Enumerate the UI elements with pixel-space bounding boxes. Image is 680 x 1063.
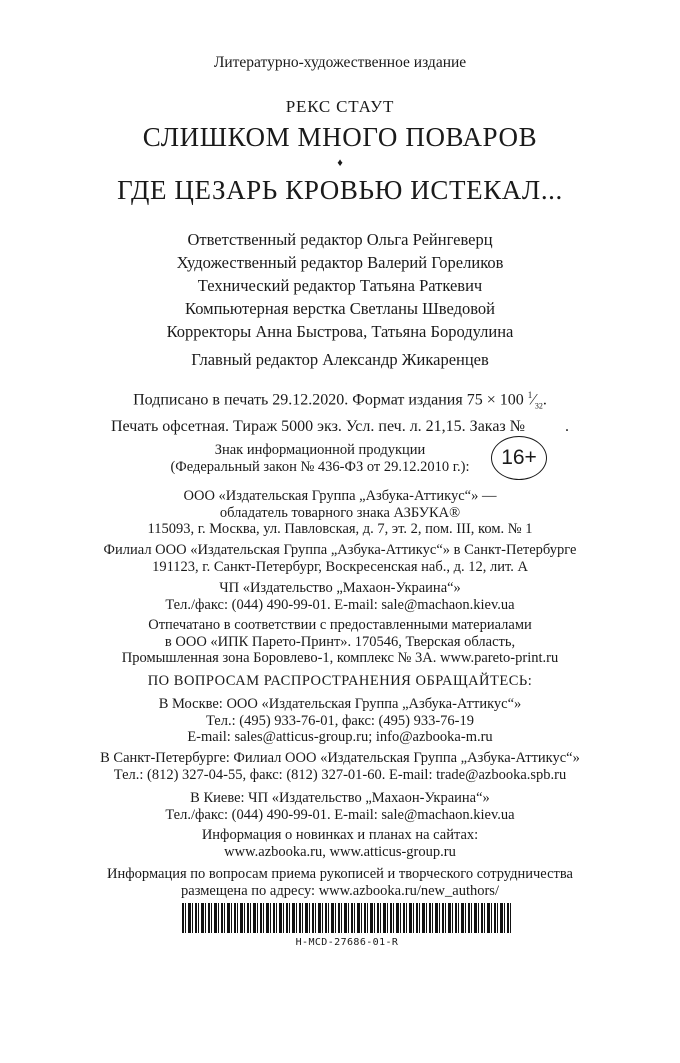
credit-line: Корректоры Анна Быстрова, Татьяна Бородулина: [166, 322, 514, 341]
credit-line: Технический редактор Татьяна Раткевич: [197, 276, 483, 295]
publisher-spb-branch: Филиал ООО «Издательская Группа „Азбука-Аттикус“» в Санкт-Петербурге 191123, г. Санкт-Петербург, Воскресенская наб., д. 12, лит. А: [103, 542, 577, 575]
publisher-ukraine: ЧП «Издательство „Махаон-Украина“» Тел./факс: (044) 490-99-01. E-mail: sale@machaon.kiev.ua: [165, 580, 515, 613]
distribution-spb: В Санкт-Петербурге: Филиал ООО «Издательская Группа „Азбука-Аттикус“» Тел.: (812) 327-04-55, факс: (812) 327-01-60. E-mail: trade@azbooka.spb.ru: [100, 750, 580, 783]
distribution-kiev: В Киеве: ЧП «Издательство „Махаон-Украина“» Тел./факс: (044) 490-99-01. E-mail: sale@machaon.kiev.ua: [165, 790, 515, 823]
credits-block: [0, 228, 680, 343]
diamond-separator-icon: ♦: [337, 157, 343, 169]
age-rating-badge: 16+: [491, 436, 547, 480]
distribution-heading: ПО ВОПРОСАМ РАСПРОСТРАНЕНИЯ ОБРАЩАЙТЕСЬ:: [147, 673, 533, 689]
book-title-2: ГДЕ ЦЕЗАРЬ КРОВЬЮ ИСТЕКАЛ...: [117, 175, 563, 205]
barcode-number: H-MCD-27686-01-R: [295, 937, 399, 948]
publisher-main: ООО «Издательская Группа „Азбука-Аттикус“» — обладатель товарного знака АЗБУКА® 115093, г. Москва, ул. Павловская, д. 7, эт. 2, пом. III, ком. № 1: [147, 488, 533, 537]
websites-info: Информация о новинках и планах на сайтах: www.azbooka.ru, www.atticus-group.ru: [201, 827, 479, 860]
chief-editor: Главный редактор Александр Жикаренцев: [191, 350, 489, 369]
book-title-1: СЛИШКОМ МНОГО ПОВАРОВ: [142, 122, 538, 152]
print-line-2: Печать офсетная. Тираж 5000 экз. Усл. печ. л. 21,15. Заказ № .: [110, 417, 570, 435]
credit-line: Художественный редактор Валерий Гореликов: [176, 253, 504, 272]
print-info: [0, 385, 680, 437]
printing-house: Отпечатано в соответствии с предоставленными материалами в ООО «ИПК Парето-Принт». 170546, Тверская область, Промышленная зона Боровлево-1, комплекс № 3А. www.pareto-print.ru: [121, 617, 559, 666]
barcode: [182, 903, 512, 933]
edition-type: Литературно-художественное издание: [213, 54, 467, 71]
format-numerator: 1: [527, 390, 533, 400]
print-line-1: Подписано в печать 29.12.2020. Формат издания 75 × 100 $^1⁄_{32}$.: [133, 390, 547, 411]
credit-line: Ответственный редактор Ольга Рейнгеверц: [187, 230, 493, 249]
format-denominator: 32: [534, 401, 543, 411]
credit-line: Компьютерная верстка Светланы Шведовой: [185, 299, 495, 318]
author-name: РЕКС СТАУТ: [285, 97, 395, 116]
distribution-moscow: В Москве: ООО «Издательская Группа „Азбука-Аттикус“» Тел.: (495) 933-76-01, факс: (495) 933-76-19 E-mail: sales@atticus-group.ru; info@azbooka-m.ru: [158, 696, 522, 745]
info-product-label: Знак информационной продукции (Федеральный закон № 436-ФЗ от 29.12.2010 г.):: [170, 442, 470, 475]
authors-info: Информация по вопросам приема рукописей и творческого сотрудничества размещена по адресу: www.azbooka.ru/new_authors/: [107, 866, 573, 899]
